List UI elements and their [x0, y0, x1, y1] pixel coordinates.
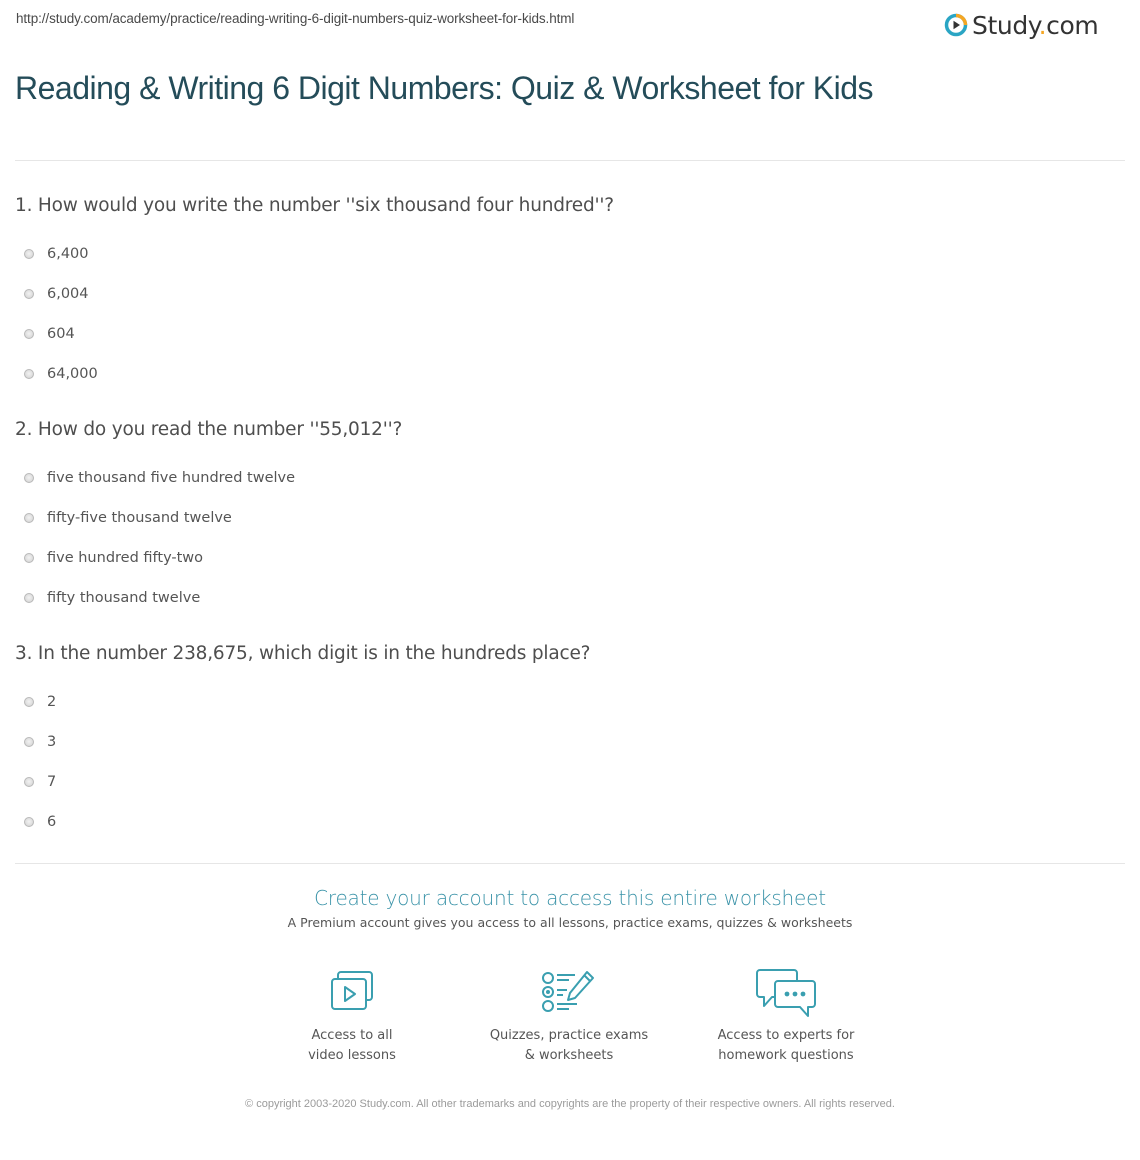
- question-1: [15, 194, 1115, 394]
- option-label: 6: [47, 814, 57, 830]
- feature-label-line: Access to all: [311, 1028, 393, 1043]
- logo-word: Study: [972, 10, 1039, 40]
- answer-option[interactable]: [15, 314, 1115, 354]
- logo-dot: .: [1038, 10, 1047, 40]
- answer-option[interactable]: [15, 354, 1115, 394]
- radio-button[interactable]: [24, 697, 34, 707]
- logo-tld: com: [1046, 10, 1099, 40]
- video-lessons-icon: [324, 966, 380, 1022]
- option-label: five thousand five hundred twelve: [47, 470, 296, 486]
- radio-button[interactable]: [24, 777, 34, 787]
- question-text: 1. How would you write the number ''six thousand four hundred''?: [15, 195, 614, 216]
- cta-divider: [15, 863, 1125, 864]
- page-title: Reading & Writing 6 Digit Numbers: Quiz & Worksheet for Kids: [15, 70, 874, 106]
- radio-button[interactable]: [24, 473, 34, 483]
- feature-label: [252, 1026, 452, 1066]
- radio-button[interactable]: [24, 737, 34, 747]
- radio-button[interactable]: [24, 513, 34, 523]
- signup-cta: [0, 884, 1140, 932]
- radio-button[interactable]: [24, 249, 34, 259]
- option-label: 6,400: [47, 246, 89, 262]
- answer-option[interactable]: [15, 498, 1115, 538]
- feature-quizzes: [469, 966, 669, 1066]
- option-label: 3: [47, 734, 57, 750]
- answer-option[interactable]: [15, 722, 1115, 762]
- question-text: 3. In the number 238,675, which digit is in the hundreds place?: [15, 643, 591, 664]
- option-label: five hundred fifty-two: [47, 550, 204, 566]
- logo-wordmark: [972, 10, 1099, 40]
- answer-options: [15, 682, 1115, 842]
- answer-option[interactable]: [15, 458, 1115, 498]
- quiz-checklist-icon: [539, 966, 599, 1022]
- question-2: [15, 418, 1115, 618]
- question-text: 2. How do you read the number ''55,012''?: [15, 419, 403, 440]
- feature-label: [469, 1026, 669, 1066]
- radio-button[interactable]: [24, 369, 34, 379]
- title-divider: [15, 160, 1125, 161]
- answer-option[interactable]: [15, 538, 1115, 578]
- option-label: 2: [47, 694, 57, 710]
- feature-label-line: homework questions: [718, 1048, 854, 1063]
- feature-label-line: Access to experts for: [717, 1028, 855, 1043]
- feature-label-line: video lessons: [308, 1048, 396, 1063]
- option-label: fifty thousand twelve: [47, 590, 201, 606]
- answer-option[interactable]: [15, 274, 1115, 314]
- feature-label-line: & worksheets: [524, 1048, 614, 1063]
- option-label: fifty-five thousand twelve: [47, 510, 232, 526]
- answer-option[interactable]: [15, 762, 1115, 802]
- answer-option[interactable]: [15, 802, 1115, 842]
- answer-option[interactable]: [15, 234, 1115, 274]
- answer-option[interactable]: [15, 578, 1115, 618]
- option-label: 64,000: [47, 366, 98, 382]
- page-url: http://study.com/academy/practice/reading-writing-6-digit-numbers-quiz-worksheet-for-kids.html: [16, 11, 575, 26]
- feature-video-lessons: [252, 966, 452, 1066]
- answer-options: [15, 458, 1115, 618]
- play-circle-icon: [944, 13, 968, 37]
- option-label: 604: [47, 326, 75, 342]
- question-3: [15, 642, 1115, 842]
- option-label: 7: [47, 774, 57, 790]
- radio-button[interactable]: [24, 553, 34, 563]
- answer-option[interactable]: [15, 682, 1115, 722]
- cta-subtitle: A Premium account gives you access to all lessons, practice exams, quizzes & worksheets: [287, 915, 853, 930]
- feature-label-line: Quizzes, practice exams: [489, 1028, 649, 1043]
- radio-button[interactable]: [24, 593, 34, 603]
- radio-button[interactable]: [24, 817, 34, 827]
- option-label: 6,004: [47, 286, 89, 302]
- premium-features: [0, 966, 1140, 1076]
- copyright-footer: © copyright 2003-2020 Study.com. All other trademarks and copyrights are the property of their respective owners. All rights reserved.: [245, 1098, 895, 1110]
- feature-experts: [686, 966, 886, 1066]
- chat-bubbles-icon: [754, 966, 818, 1022]
- radio-button[interactable]: [24, 289, 34, 299]
- answer-options: [15, 234, 1115, 394]
- create-account-link[interactable]: Create your account to access this entire worksheet: [314, 886, 826, 910]
- study-logo[interactable]: [944, 9, 1098, 41]
- feature-label: [686, 1026, 886, 1066]
- radio-button[interactable]: [24, 329, 34, 339]
